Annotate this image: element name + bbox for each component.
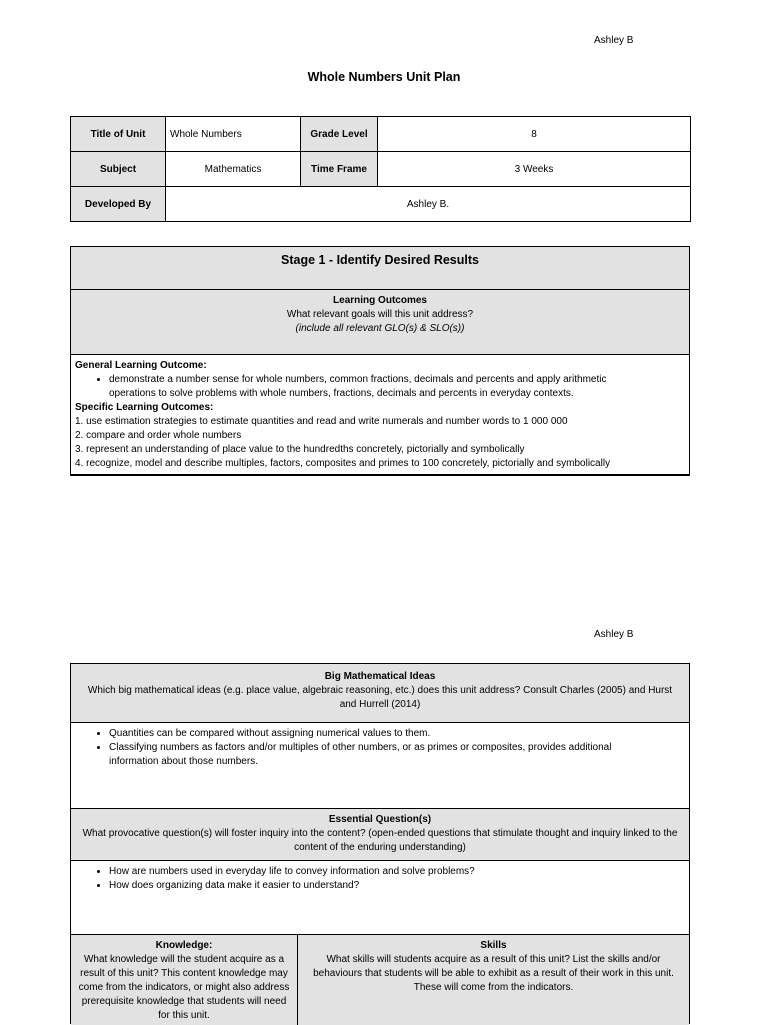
skills-prompt: What skills will students acquire as a result of this unit? List the skills and/or behaviours that students will be able to exhibit as a result of their work in this unit. These will come from the indicators. — [313, 954, 674, 993]
slo-label: Specific Learning Outcomes: — [75, 402, 214, 413]
glo-item: • demonstrate a number sense for whole numbers, common fractions, decimals and percents and apply arithmetic operations to solve problems with whole numbers, fractions, decimals and percents in everyday contexts. — [109, 373, 649, 401]
essential-question-item: • How does organizing data make it easier to understand? — [109, 879, 689, 893]
learning-outcomes-body — [71, 354, 689, 471]
big-ideas-header — [71, 664, 689, 722]
essential-questions-body — [71, 860, 689, 934]
author-name-page2: Ashley B — [594, 629, 634, 640]
essential-questions-header — [71, 808, 689, 860]
slo-item: 4. recognize, model and describe multiples, factors, composites and primes to 100 concretely, pictorially and symbolically — [75, 458, 611, 469]
essential-questions-prompt: What provocative question(s) will foster inquiry into the content? (open-ended questions that stimulate thought and inquiry linked to the content of the enduring understanding) — [82, 828, 678, 853]
unit-info-table — [70, 116, 691, 222]
subject-value: Mathematics — [166, 152, 301, 187]
learning-outcomes-note: (include all relevant GLO(s) & SLO(s)) — [295, 323, 465, 334]
stage1-heading: Stage 1 - Identify Desired Results — [71, 247, 689, 289]
glo-list — [75, 373, 689, 401]
developed-by-value: Ashley B. — [166, 187, 691, 222]
big-ideas-prompt: Which big mathematical ideas (e.g. place value, algebraic reasoning, etc.) does this unit address? Consult Charles (2005) and Hurst and Hurrell (2014) — [87, 685, 673, 710]
learning-outcomes-question: What relevant goals will this unit address? — [286, 309, 474, 320]
glo-label: General Learning Outcome: — [75, 360, 207, 371]
stage1-section — [70, 246, 690, 476]
grade-level-label: Grade Level — [301, 117, 378, 152]
time-frame-value: 3 Weeks — [378, 152, 691, 187]
slo-item: 2. compare and order whole numbers — [75, 430, 242, 441]
skills-cell — [298, 935, 689, 1025]
knowledge-heading: Knowledge: — [155, 940, 213, 951]
big-idea-item: • Quantities can be compared without assigning numerical values to them. — [109, 727, 649, 741]
developed-by-label: Developed By — [71, 187, 166, 222]
learning-outcomes-header — [71, 289, 689, 354]
big-ideas-section — [70, 663, 690, 1024]
title-of-unit-value: Whole Numbers — [166, 117, 301, 152]
knowledge-prompt: What knowledge will the student acquire as a result of this unit? This content knowledge may come from the indicators, or might also address prerequisite knowledge that students will need for this unit. — [78, 954, 290, 1021]
big-ideas-body — [71, 722, 689, 808]
slo-item: 1. use estimation strategies to estimate quantities and read and write numerals and number words to 1 000 000 — [75, 416, 568, 427]
big-ideas-heading: Big Mathematical Ideas — [324, 671, 436, 682]
author-name: Ashley B — [594, 35, 634, 46]
time-frame-label: Time Frame — [301, 152, 378, 187]
essential-question-item: • How are numbers used in everyday life to convey information and solve problems? — [109, 865, 689, 879]
slo-item: 3. represent an understanding of place value to the hundredths concretely, pictorially and symbolically — [75, 444, 525, 455]
subject-label: Subject — [71, 152, 166, 187]
page-title: Whole Numbers Unit Plan — [307, 70, 461, 84]
title-of-unit-label: Title of Unit — [71, 117, 166, 152]
skills-heading: Skills — [480, 940, 507, 951]
knowledge-cell — [71, 935, 298, 1025]
essential-questions-heading: Essential Question(s) — [328, 814, 432, 825]
big-idea-item: • Classifying numbers as factors and/or multiples of other numbers, or as primes or composites, provides additional information about those numbers. — [109, 741, 649, 769]
learning-outcomes-heading: Learning Outcomes — [333, 295, 427, 306]
knowledge-skills-row — [71, 934, 689, 1025]
grade-level-value: 8 — [378, 117, 691, 152]
